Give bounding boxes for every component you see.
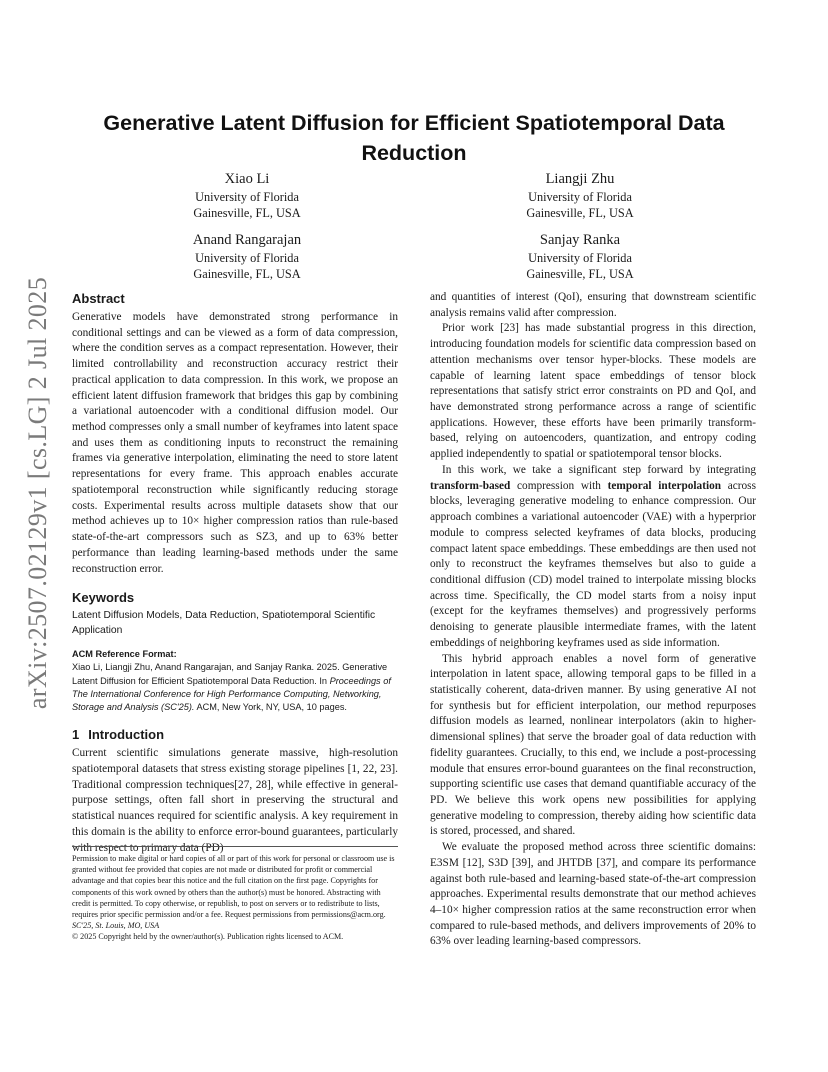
- copyright-line: © 2025 Copyright held by the owner/author(s). Publication rights licensed to ACM.: [72, 932, 344, 942]
- left-column: [72, 290, 398, 856]
- abstract-text: Generative models have demonstrated strong performance in conditional settings and can be viewed as a form of data compression, where the condition serves as a compact representation. However, their limited controllability and reconstruction accuracy restrict their practical application to data compression. In this work, we propose an efficient latent diffusion framework that bridges this gap by combining a variational autoencoder with a conditional diffusion model. Our method compresses only a small number of keyframes into latent space and uses them as conditioning inputs to reconstruct the remaining frames via generative interpolation, eliminating the need to store latent representations for every frame. This approach enables accurate spatiotemporal reconstruction while significantly reducing storage costs. Experimental results across multiple datasets show that our method achieves up to 10× higher compression ratios than rule-based state-of-the-art compressors such as SZ3, and up to 63% better performance than leading learning-based methods under the same reconstruction error.: [72, 311, 398, 575]
- intro-paragraph: Current scientific simulations generate massive, high-resolution spatiotemporal datasets that stress existing storage pipelines [1, 22, 23]. Traditional compression techniques[27, 28], while effective in general-purpose settings, often fall short in preserving the structural and statistical nuances required for scientific analysis. A key requirement in this domain is the ability to enforce error-bound guarantees, particularly with respect to primary data (PD): [72, 747, 398, 854]
- author-affiliation: University of Florida: [528, 190, 632, 204]
- author-block: [137, 170, 357, 222]
- author-name: Xiao Li: [224, 171, 270, 187]
- acm-reference: [72, 648, 398, 714]
- section-number: 1: [72, 727, 80, 743]
- author-affiliation: University of Florida: [528, 251, 632, 265]
- author-location: Gainesville, FL, USA: [193, 267, 301, 282]
- section-title: Introduction: [88, 727, 165, 743]
- acm-reference-label: ACM Reference Format:: [72, 649, 177, 660]
- author-name: Anand Rangarajan: [192, 232, 302, 248]
- acm-reference-venue: Proceedings of The International Conference for High Performance Computing, Networking, Storage and Analysis (SC'25).: [72, 675, 391, 713]
- venue-line: SC'25, St. Louis, MO, USA: [72, 921, 160, 931]
- permission-footnote: [72, 846, 398, 943]
- intro-paragraph: This hybrid approach enables a novel form of generative interpolation in latent space, allowing temporal gaps to be filled in a statistically coherent, data-driven manner. By using generative AI not for synthesis but for efficient interpolation, our method repurposes diffusion models as learned, nonlinear interpolators (akin to higher-dimensional splines) that serve the broader goal of data reduction with fidelity guarantees. Crucially, to this end, we include a post-processing module that ensures error-bound guarantees on the final reconstruction, supporting scientific use cases that demand quantifiable accuracy of the PD. We believe this work opens new possibilities for applying generative modeling to compression, thereby aiding how scientific data is stored, processed, and shared.: [430, 652, 756, 838]
- intro-paragraph: Prior work [23] has made substantial progress in this direction, introducing foundation models for scientific data compression based on attention mechanisms over tensor hyper-blocks. These models are capable of learning latent space embeddings of tensor block representations that satisfy strict error constraints on PD and QoI, and have demonstrated strong performance across a range of scientific applications. However, these efforts have been primarily transform-based, relying on autoencoders, quantization, and entropy coding applied independently to spatial or spatiotemporal tensor blocks.: [430, 322, 756, 461]
- arxiv-stamp: [22, 276, 54, 710]
- author-block: [470, 170, 690, 222]
- text-run: compression with: [510, 479, 608, 492]
- intro-paragraph: [430, 463, 756, 652]
- right-column: [430, 290, 756, 950]
- author-location: Gainesville, FL, USA: [526, 267, 634, 282]
- abstract-heading: Abstract: [72, 291, 125, 306]
- introduction-heading: [72, 726, 398, 743]
- acm-reference-tail: ACM, New York, NY, USA, 10 pages.: [194, 702, 347, 713]
- arxiv-id: arXiv:2507.02129v1 [cs.LG] 2 Jul 2025: [23, 276, 53, 710]
- author-affiliation: University of Florida: [195, 190, 299, 204]
- acm-reference-text: Xiao Li, Liangji Zhu, Anand Rangarajan, and Sanjay Ranka. 2025. Generative Latent Diffusion for Efficient Spatiotemporal Data Reduction. In: [72, 662, 388, 686]
- bold-term: transform-based: [430, 479, 511, 492]
- author-name: Liangji Zhu: [545, 171, 615, 187]
- intro-paragraph: and quantities of interest (QoI), ensuring that downstream scientific analysis remains valid after compression.: [430, 291, 756, 319]
- author-location: Gainesville, FL, USA: [193, 206, 301, 221]
- bold-term: temporal interpolation: [607, 479, 722, 492]
- intro-paragraph: We evaluate the proposed method across three scientific domains: E3SM [12], S3D [39], and JHTDB [37], and compare its performance against both rule-based and learning-based state-of-the-art compression approaches. Experimental results demonstrate that our method achieves 4–10× higher compression ratios at the same reconstruction error when compared to rule-based methods, and delivers improvements of 20% to 63% over leading learning-based compressors.: [430, 841, 756, 948]
- keywords-text: Latent Diffusion Models, Data Reduction, Spatiotemporal Scientific Application: [72, 610, 376, 636]
- text-run: across blocks, leveraging generative modeling to enhance compression. Our approach combines a variational autoencoder (VAE) with a hyperprior module to compress selected keyframes of data blocks, producing compact latent space embeddings. These embeddings are then used not only to reconstruct the keyframes themselves but also to guide a conditional diffusion (CD) model trained to interpolate missing blocks across time. Specifically, the CD model starts from a noisy input (except for the keyframes themselves) and progressively performs denoising to generate plausible intermediate frames, with the latent embeddings of neighboring keyframes used as side information.: [430, 479, 756, 649]
- author-affiliation: University of Florida: [195, 251, 299, 265]
- author-block: [470, 231, 690, 283]
- author-name: Sanjay Ranka: [539, 232, 621, 248]
- keywords-heading: Keywords: [72, 590, 135, 606]
- paper-title: Generative Latent Diffusion for Efficient Spatiotemporal Data Reduction: [103, 111, 725, 165]
- author-block: [137, 231, 357, 283]
- permission-text: Permission to make digital or hard copies of all or part of this work for personal or classroom use is granted without fee provided that copies are not made or distributed for profit or commercial advantage and that copies bear this notice and the full citation on the first page. Copyrights for components of this work owned by others than the author(s) must be honored. Abstracting with credit is permitted. To copy otherwise, or republish, to post on servers or to redistribute to lists, requires prior specific permission and/or a fee. Request permissions from permissions@acm.org.: [72, 854, 395, 920]
- author-location: Gainesville, FL, USA: [526, 206, 634, 221]
- text-run: In this work, we take a significant step forward by integrating: [442, 463, 756, 476]
